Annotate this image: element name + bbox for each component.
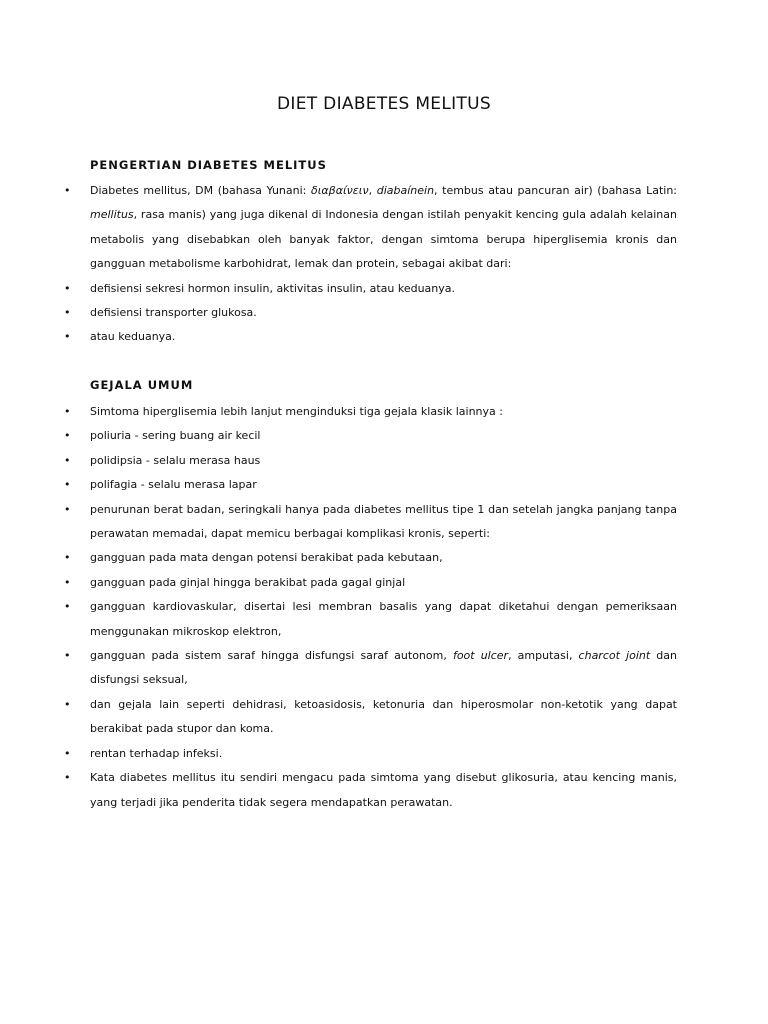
bullet: •: [64, 405, 71, 418]
section-heading-gejala: GEJALA UMUM: [90, 378, 194, 392]
page-title: DIET DIABETES MELITUS: [277, 94, 491, 114]
list-item: [0, 571, 768, 595]
list-item-text: Kata diabetes mellitus itu sendiri mengacu pada simtoma yang disebut glikosuria, atau kencing manis, yang terjadi jika penderita tidak segera mendapatkan perawatan.: [90, 771, 677, 809]
list-item: [0, 424, 768, 448]
bullet: •: [64, 575, 71, 589]
bullet: •: [64, 746, 71, 760]
list-item: [0, 742, 768, 766]
bullet: •: [64, 771, 71, 785]
bullet: •: [64, 478, 71, 492]
list-item-text: gangguan pada mata dengan potensi berakibat pada kebutaan,: [90, 551, 443, 565]
bullet: •: [64, 306, 71, 320]
list-item: [0, 693, 768, 742]
list-item: [0, 595, 768, 644]
list-item-text: gangguan pada ginjal hingga berakibat pada gagal ginjal: [90, 575, 406, 589]
bullet: •: [64, 184, 71, 197]
bullet: •: [64, 600, 71, 614]
list-item: [0, 546, 768, 570]
list-item-text: gangguan kardiovaskular, disertai lesi membran basalis yang dapat diketahui dengan pemeriksaan menggunakan mikroskop elektron,: [90, 600, 677, 638]
list-item: [0, 400, 768, 424]
list-item-text: gangguan pada sistem saraf hingga disfungsi saraf autonom, foot ulcer, amputasi, charcot joint dan disfungsi seksual,: [90, 649, 677, 687]
bullet: •: [64, 429, 71, 443]
section-heading-pengertian: PENGERTIAN DIABETES MELITUS: [90, 158, 327, 172]
pengertian-list: [0, 179, 768, 350]
list-item-text: Simtoma hiperglisemia lebih lanjut menginduksi tiga gejala klasik lainnya :: [90, 405, 503, 418]
gejala-list: [0, 400, 768, 815]
list-item-text: Diabetes mellitus, DM (bahasa Yunani: διαβαίνειν, diabaínein, tembus atau pancuran air) (bahasa Latin: mellitus, rasa manis) yang juga dikenal di Indonesia dengan istilah penyakit kencing gula adalah kelainan metabolis yang disebabkan oleh banyak faktor, dengan simtoma berupa hiperglisemia kronis dan gangguan metabolisme karbohidrat, lemak dan protein, sebagai akibat dari:: [90, 184, 677, 271]
list-item: [0, 179, 768, 277]
bullet: •: [64, 330, 71, 344]
list-item: [0, 325, 768, 349]
list-item-text: dan gejala lain seperti dehidrasi, ketoasidosis, ketonuria dan hiperosmolar non-ketotik yang dapat berakibat pada stupor dan koma.: [90, 697, 677, 736]
list-item-text: polidipsia - selalu merasa haus: [90, 453, 261, 467]
list-item: [0, 766, 768, 815]
list-item: [0, 644, 768, 693]
list-item: [0, 473, 768, 497]
list-item: [0, 498, 768, 547]
bullet: •: [64, 453, 71, 467]
list-item-text: polifagia - selalu merasa lapar: [90, 478, 257, 492]
list-item-text: defisiensi sekresi hormon insulin, aktivitas insulin, atau keduanya.: [90, 281, 455, 295]
list-item: [0, 277, 768, 301]
bullet: •: [64, 551, 71, 565]
bullet: •: [64, 281, 71, 295]
bullet: •: [64, 649, 71, 663]
list-item: [0, 301, 768, 325]
bullet: •: [64, 502, 71, 516]
list-item-text: poliuria - sering buang air kecil: [90, 429, 261, 443]
list-item-text: penurunan berat badan, seringkali hanya pada diabetes mellitus tipe 1 dan setelah jangka panjang tanpa perawatan memadai, dapat memicu berbagai komplikasi kronis, seperti:: [90, 502, 677, 541]
list-item: [0, 449, 768, 473]
bullet: •: [64, 697, 71, 711]
list-item-text: atau keduanya.: [90, 330, 176, 344]
list-item-text: rentan terhadap infeksi.: [90, 746, 223, 760]
list-item-text: defisiensi transporter glukosa.: [90, 306, 257, 320]
